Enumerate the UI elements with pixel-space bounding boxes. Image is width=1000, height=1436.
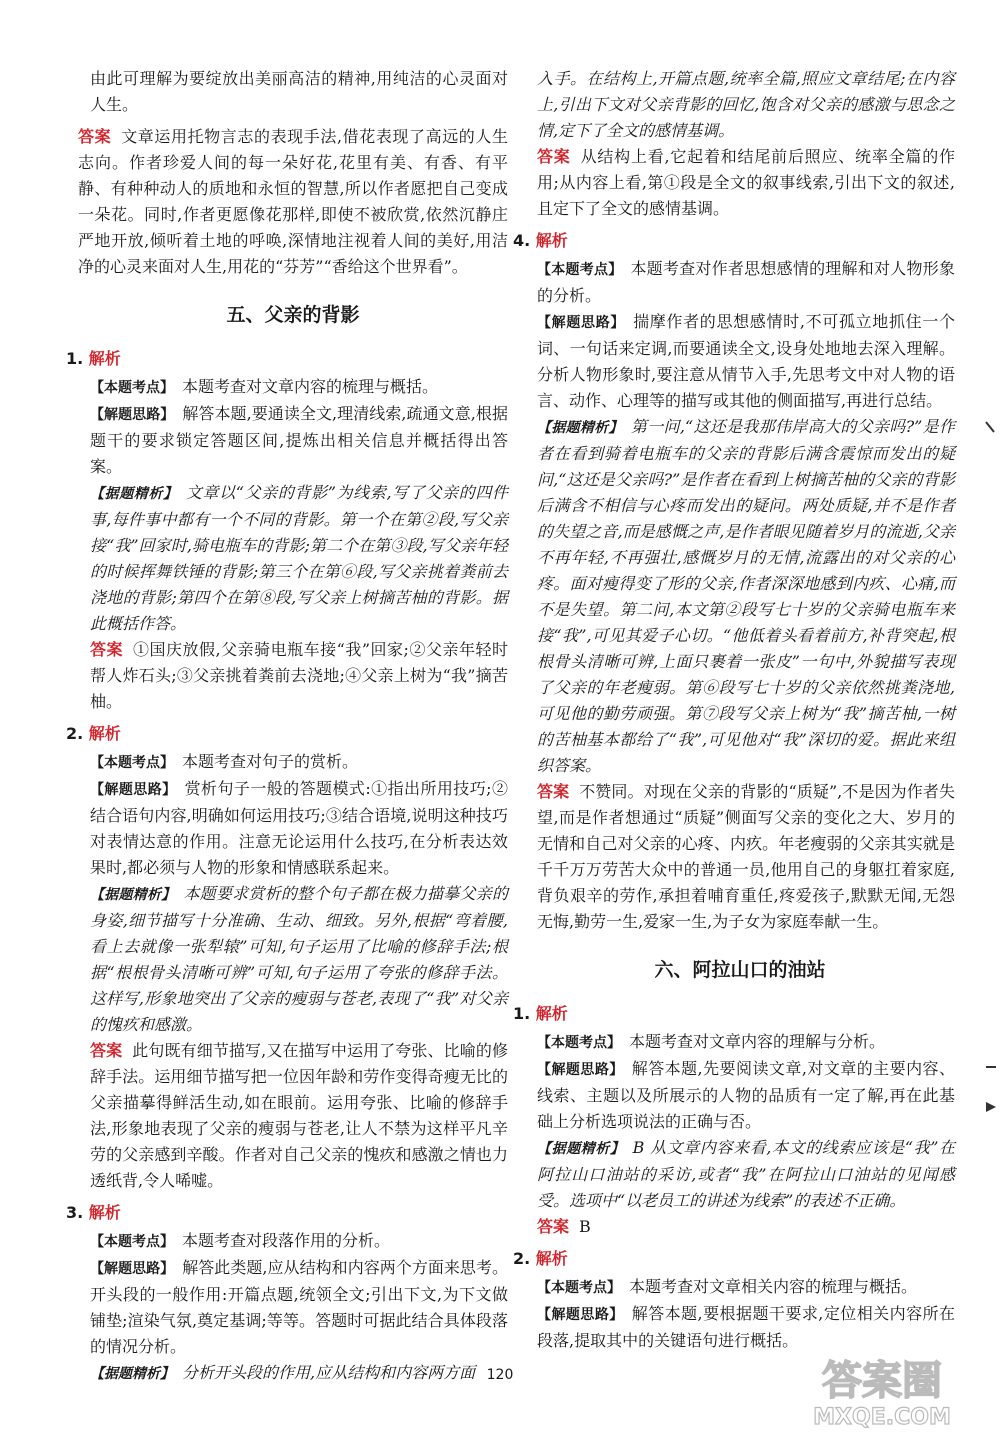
s6q1-jingxi: 【据题精析】 B 从文章内容来看,本文的线索应该是“我”在阿拉山口油站的采访,或者“我”在阿拉山口油站的见闻感受。选项中“以老员工的讲述为线索”的表述不正确。 — [537, 1138, 955, 1210]
answer-label: 答案 — [78, 127, 112, 146]
page-number: 120 — [486, 1367, 514, 1383]
intro-answer: 答案 文章运用托物言志的表现手法,借花表现了高远的人生志向。作者珍爱人间的每一朵好花,花里有美、有香、有平静、有种种动人的质地和永恒的智慧,所以作者愿把自己变成一朵花。同时,作者更愿像花那样,即使不被欣赏,依然沉静庄严地开放,倾听着土地的呼唤,深情地注视着人间的美好,用洁净的心灵来面对人生,用花的“芬芳”“香给这个世界看”。 — [78, 127, 508, 276]
s6q2-silu: 【解题思路】 解答本题,要根据题干要求,定位相关内容所在段落,提取其中的关键语句进行概括。 — [537, 1304, 955, 1350]
s6q2-kaodian: 【本题考点】 本题考查对文章相关内容的梳理与概括。 — [537, 1277, 918, 1296]
s6q1-answer: 答案 B — [537, 1217, 591, 1236]
q4-answer: 答案 不赞同。对现在父亲的背影的“质疑”,不是因为作者失望,而是作者想通过“质疑”侧面写父亲的变化之大、岁月的无情和自己对父亲的心疼、内疚。年老瘦弱的父亲其实就是千千万万劳苦大众中的普通一员,他用自己的身躯扛着家庭,背负艰辛的劳作,承担着哺育重任,疼爱孩子,默默无闻,无怨无悔,勤劳一生,爱家一生,为子女为家庭奉献一生。 — [537, 782, 955, 931]
watermark-text: 答案圈 — [822, 1358, 942, 1404]
question-1-heading: 1. 解析 — [66, 349, 121, 368]
scan-mark — [984, 1100, 998, 1114]
watermark-url: MXQE.COM — [813, 1405, 951, 1430]
intro-text: 由此可理解为要绽放出美丽高洁的精神,用纯洁的心灵面对人生。 — [90, 69, 508, 114]
q1-jingxi: 【据题精析】 文章以“父亲的背影”为线索,写了父亲的四件事,每件事中都有一个不同的背影。第一个在第②段,写父亲接“我”回家时,骑电瓶车的背影;第二个在第③段,写父亲年轻的时候挥舞铁锤的背影;第三个在第⑥段,写父亲挑着粪前去浇地的背影;第四个在第⑧段,写父亲上树摘苦柚的背影。据此概括作答。 — [90, 483, 509, 633]
q1-silu: 【解题思路】 解答本题,要通读全文,理清线索,疏通文意,根据题干的要求锁定答题区间,提炼出相关信息并概括得出答案。 — [90, 404, 508, 476]
q1-kaodian: 【本题考点】 本题考查对文章内容的梳理与概括。 — [90, 377, 439, 396]
q1-answer: 答案 ①国庆放假,父亲骑电瓶车接“我”回家;②父亲年轻时帮人炸石头;③父亲挑着粪前去浇地;④父亲上树为“我”摘苦柚。 — [90, 640, 508, 711]
q4-silu: 【解题思路】 揣摩作者的思想感情时,不可孤立地抓住一个词、一句话来定调,而要通读全文,设身处地地去深入理解。分析人物形象时,要注意从情节入手,先思考文中对人物的语言、动作、心理等的描写或其他的侧面描写,再进行总结。 — [537, 312, 955, 410]
left-column — [66, 66, 509, 1387]
right-column — [513, 66, 956, 1354]
q3-jingxi-cont: 入手。在结构上,开篇点题,统率全篇,照应文章结尾;在内容上,引出下文对父亲背影的回忆,饱含对父亲的感激与思念之情,定下了全文的感情基调。 — [537, 69, 955, 140]
question-3-heading: 3. 解析 — [66, 1203, 121, 1222]
s6q1-silu: 【解题思路】 解答本题,先要阅读文章,对文章的主要内容、线索、主题以及所展示的人物的品质有一定了解,再在此基础上分析选项说法的正确与否。 — [537, 1059, 955, 1131]
q3-answer: 答案 从结构上看,它起着和结尾前后照应、统率全篇的作用;从内容上看,第①段是全文的叙事线索,引出下文的叙述,且定下了全文的感情基调。 — [537, 147, 955, 218]
question-2-heading: 2. 解析 — [66, 724, 121, 743]
scan-mark — [984, 420, 998, 434]
q4-jingxi: 【据题精析】 第一问,“这还是我那伟岸高大的父亲吗?”是作者在看到骑着电瓶车的父亲的背影后满含震惊而发出的疑问,“这还是父亲吗?”是作者在看到上树摘苦柚的父亲的背影后满含不相信与心疼而发出的疑问。两处质疑,并不是作者的失望之音,而是感慨之声,是作者眼见随着岁月的流逝,父亲不再年轻,不再强壮,感慨岁月的无情,流露出的对父亲的心疼。面对瘦得变了形的父亲,作者深深地感到内疚、心痛,而不是失望。第二问,本文第②段写七十岁的父亲骑电瓶车来接“我”,可见其爱子心切。“他低着头看着前方,补背突起,根根骨头清晰可辨,上面只裹着一张皮”一句中,外貌描写表现了父亲的年老瘦弱。第⑥段写七十岁的父亲依然挑粪浇地,可见他的勤劳顽强。第⑦段写父亲上树为“我”摘苦柚,一树的苦柚基本都给了“我”,可见他对“我”深切的爱。据此来组织答案。 — [537, 417, 956, 775]
q3-silu: 【解题思路】 解答此类题,应从结构和内容两个方面来思考。开头段的一般作用:开篇点题,统领全文;引出下文,为下文做铺垫;渲染气氛,奠定基调;等等。答题时可据此结合具体段落的情况分析。 — [90, 1258, 509, 1356]
scan-mark — [984, 1060, 998, 1074]
q2-silu: 【解题思路】 赏析句子一般的答题模式:①指出所用技巧;②结合语句内容,明确如何运用技巧;③结合语境,说明这种技巧对表情达意的作用。注意无论运用什么技巧,在分析表达效果时,都必须与人物的形象和情感联系起来。 — [90, 779, 508, 877]
section-title-5: 五、父亲的背影 — [226, 304, 360, 326]
q2-answer: 答案 此句既有细节描写,又在描写中运用了夸张、比喻的修辞手法。运用细节描写把一位因年龄和劳作变得奇瘦无比的父亲描摹得鲜活生动,如在眼前。运用夸张、比喻的修辞手法,形象地表现了父亲的瘦弱与苍老,让人不禁为这样平凡辛劳的父亲感到辛酸。作者对自己父亲的愧疚和感激之情也力透纸背,令人唏嘘。 — [90, 1041, 508, 1190]
q3-jingxi-start: 【据题精析】 分析开头段的作用,应从结构和内容两方面 — [90, 1363, 476, 1382]
q2-kaodian: 【本题考点】 本题考查对句子的赏析。 — [90, 752, 359, 771]
s6q1-kaodian: 【本题考点】 本题考查对文章内容的理解与分析。 — [537, 1032, 886, 1051]
watermark-logo — [782, 1350, 982, 1430]
s6-question-2-heading: 2. 解析 — [513, 1249, 568, 1268]
q4-kaodian: 【本题考点】 本题考查对作者思想感情的理解和对人物形象的分析。 — [537, 259, 955, 305]
s6-question-1-heading: 1. 解析 — [513, 1004, 568, 1023]
q2-jingxi: 【据题精析】 本题要求赏析的整个句子都在极力描摹父亲的身姿,细节描写十分准确、生动、细致。另外,根据“弯着腰,看上去就像一张犁辕”可知,句子运用了比喻的修辞手法;根据“根根骨头清晰可辨”可知,句子运用了夸张的修辞手法。这样写,形象地突出了父亲的瘦弱与苍老,表现了“我”对父亲的愧疚和感激。 — [90, 884, 508, 1034]
section-title-6: 六、阿拉山口的油站 — [654, 959, 826, 981]
question-4-heading: 4. 解析 — [513, 231, 568, 250]
q3-kaodian: 【本题考点】 本题考查对段落作用的分析。 — [90, 1231, 391, 1250]
